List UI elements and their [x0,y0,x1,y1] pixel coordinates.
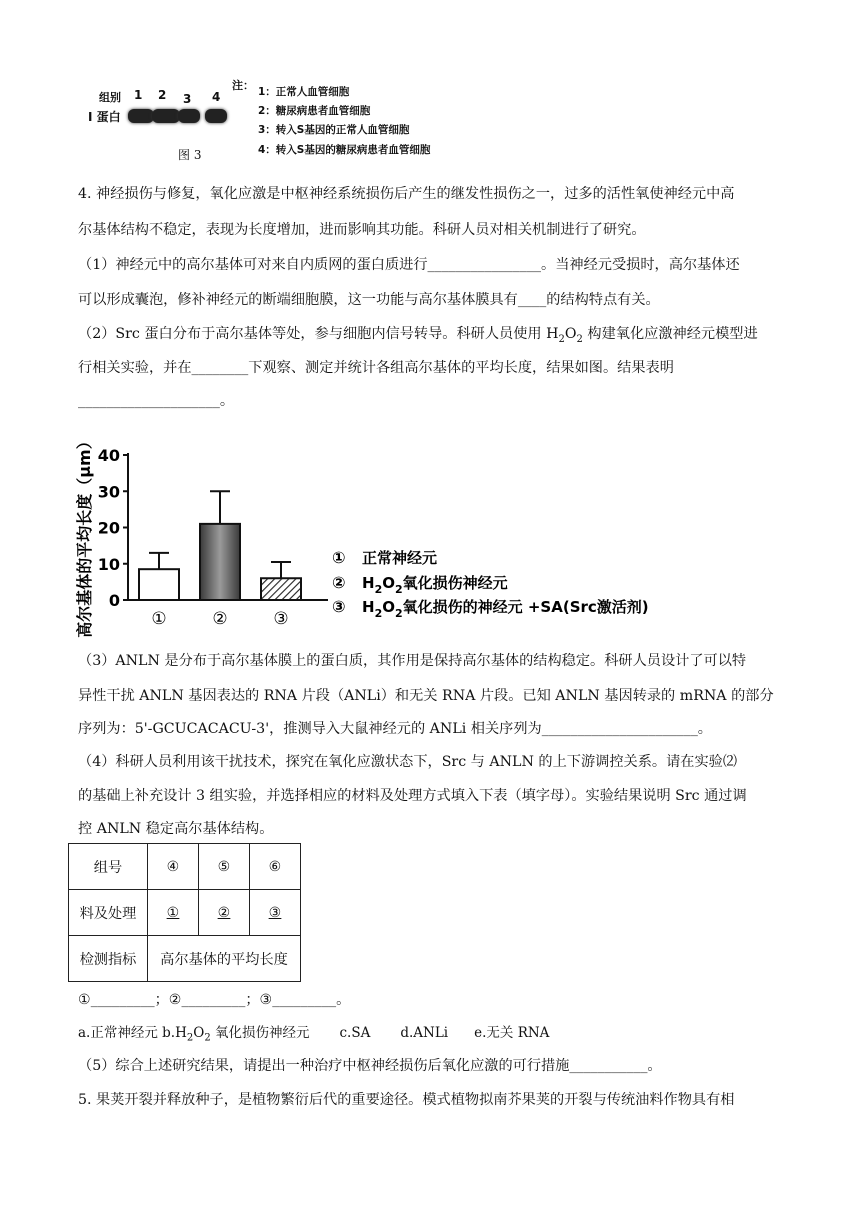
q4-part5: （5）综合上述研究结果，请提出一种治疗中枢神经损伤后氧化应激的可行措施___________。 [78,1058,662,1074]
y-tick-label: 0 [108,591,120,610]
experiment-table [68,843,301,982]
figure-caption: 图 3 [178,148,202,162]
legend-label: $H_2O_2$氧化损伤的神经元 +SA(Src激活剂) [362,598,649,620]
table-cell: ⑤ [199,844,250,890]
answer-blanks: ①_________；②_________；③_________。 [78,992,351,1008]
legend-marker: ③ [332,597,346,616]
bar [200,524,240,600]
bar [139,569,179,600]
blot-band-1 [128,109,154,123]
golgi-length-chart [70,415,670,638]
row-label: I 蛋白 [88,110,121,124]
x-tick-label: ② [212,609,228,629]
q4-part4-line-2: 的基础上补充设计 3 组实验，并选择相应的材料及处理方式填入下表（填字母）。实验结果说明 Src 通过调 [78,788,747,804]
lane-1: 1 [134,88,143,102]
table-row [69,890,301,936]
table-cell: ③ [250,890,301,936]
y-tick-label: 30 [97,482,120,502]
table-cell: ① [148,890,199,936]
q4-part3-line-3: 序列为：5'-GCUCACACU-3'，推测导入大鼠神经元的 ANLi 相关序列为______________________。 [78,721,712,737]
x-tick-label: ① [151,609,167,629]
q4-intro-line-1: 4. 神经损伤与修复，氧化应激是中枢神经系统损伤后产生的继发性损伤之一，过多的活性氧使神经元中高 [78,186,735,202]
q4-part2-line-3: ____________________。 [78,393,235,409]
table-cell: 高尔基体的平均长度 [148,936,301,982]
blot-band-4 [205,109,227,123]
table-cell: ⑥ [250,844,301,890]
table-row [69,936,301,982]
lane-header: 组别 [99,91,121,104]
note-title: 注： [232,79,254,92]
q4-part2-line-1: （2）Src 蛋白分布于高尔基体等处，参与细胞内信号转导。科研人员使用 $H_2O_2$ 构建氧化应激神经元模型进 [78,326,758,345]
y-tick-label: 40 [97,446,120,465]
table-row [69,844,301,890]
table-cell: ② [199,890,250,936]
x-tick-label: ③ [273,609,289,629]
q4-part3-line-1: （3）ANLN 是分布于高尔基体膜上的蛋白质，其作用是保持高尔基体的结构稳定。科研人员设计了可以特 [78,653,747,669]
q4-intro-line-2: 尔基体结构不稳定，表现为长度增加，进而影响其功能。科研人员对相关机制进行了研究。 [78,222,646,238]
q4-part4-line-1: （4）科研人员利用该干扰技术，探究在氧化应激状态下，Src 与 ANLN 的上下游调控关系。请在实验⑵ [78,754,738,770]
legend-label: 正常神经元 [362,549,438,567]
note-1: 1：正常人血管细胞 [258,86,350,98]
y-tick-label: 10 [97,554,120,574]
table-cell: ④ [148,844,199,890]
lane-3: 3 [183,92,192,106]
q4-part3-line-2: 异性干扰 ANLN 基因表达的 RNA 片段（ANLi）和无关 RNA 片段。已知 ANLN 基因转录的 mRNA 的部分 [78,688,774,704]
q4-part1-line-2: 可以形成囊泡，修补神经元的断端细胞膜，这一功能与高尔基体膜具有____的结构特点有关。 [78,292,660,308]
legend-marker: ② [332,573,346,592]
legend-label: $H_2O_2$氧化损伤神经元 [362,574,508,596]
table-cell: 料及处理 [69,890,148,936]
table-cell: 检测指标 [69,936,148,982]
y-axis-label: 高尔基体的平均长度（μm） [75,433,94,638]
y-tick-label: 20 [97,518,120,538]
blot-band-3 [178,109,200,123]
lane-2: 2 [158,88,167,102]
q4-part4-line-3: 控 ANLN 稳定高尔基体结构。 [78,821,274,837]
table-cell: 组号 [69,844,148,890]
note-4: 4：转入S基因的糖尿病患者血管细胞 [258,144,431,156]
q4-part1-line-1: （1）神经元中的高尔基体可对来自内质网的蛋白质进行________________。当神经元受损时，高尔基体还 [78,257,740,273]
q4-part2-line-2: 行相关实验，并在________下观察、测定并统计各组高尔基体的平均长度，结果如图。结果表明 [78,360,674,376]
blot-band-2 [152,109,180,123]
lane-4: 4 [212,90,221,104]
options-line: a.正常神经元 $b.H_2O_2$ 氧化损伤神经元 c.SA d.ANLi e.无关 RNA [78,1025,550,1044]
bar [261,578,301,600]
note-3: 3：转入S基因的正常人血管细胞 [258,124,410,136]
legend-marker: ① [332,548,346,567]
q5-line-1: 5. 果荚开裂并释放种子，是植物繁衍后代的重要途径。模式植物拟南芥果荚的开裂与传统油料作物具有相 [78,1092,735,1108]
note-2: 2：糖尿病患者血管细胞 [258,105,371,117]
